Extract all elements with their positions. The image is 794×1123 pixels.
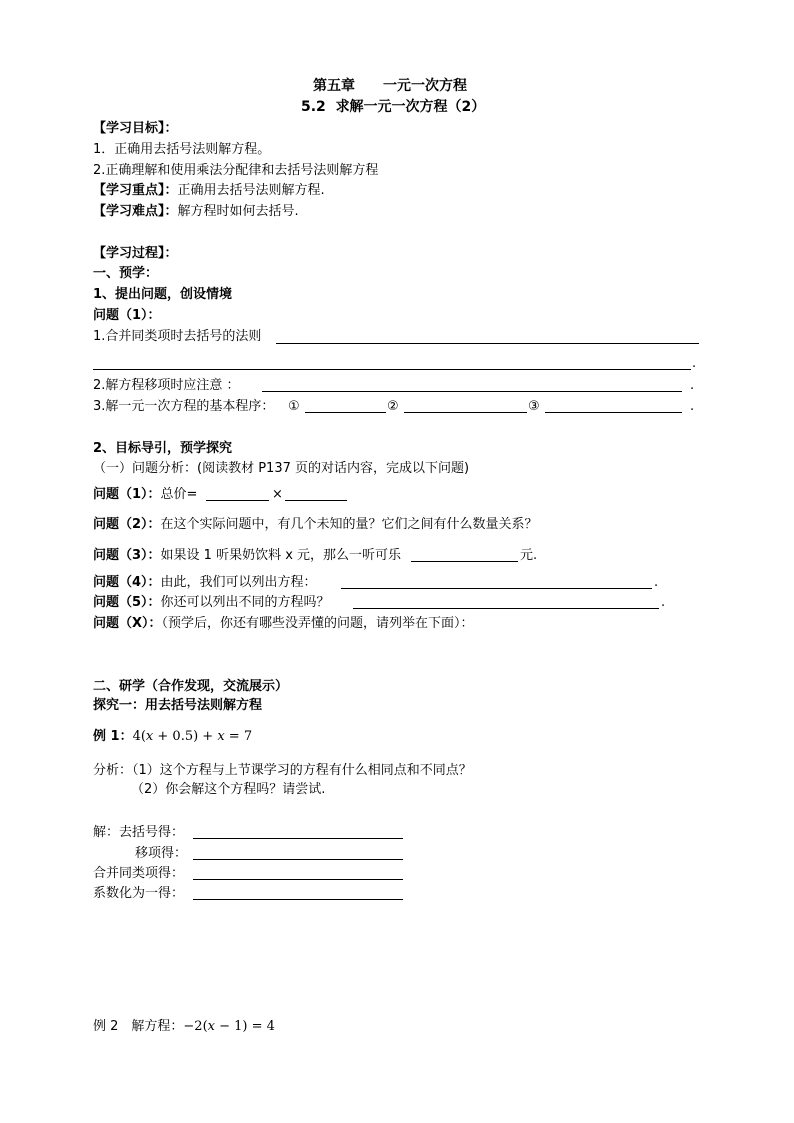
key-point — [93, 183, 325, 199]
difficulty-label: 【学习难点】： — [93, 204, 178, 219]
solve-step-1: 解：去括号得： — [93, 825, 185, 840]
equation-2: −2(x − 1) = 4 — [183, 1019, 275, 1034]
section-title: 5.2 求解一元一次方程（2） — [301, 99, 486, 115]
sub1-heading: （一）问题分析：(阅读教材 P137 页的对话内容，完成以下问题) — [93, 461, 470, 476]
answer-line[interactable] — [404, 412, 527, 413]
answer-line[interactable] — [305, 412, 386, 413]
chapter-title: 第五章 一元一次方程 — [313, 78, 467, 94]
analysis-2: （2）你会解这个方程吗？请尝试. — [131, 782, 326, 797]
answer-line[interactable] — [545, 412, 682, 413]
difficulty-point — [93, 204, 299, 220]
solve-step-4: 系数化为一得： — [93, 886, 185, 901]
question-2: 问题（2）：在这个实际问题中，有几个未知的量？它们之间有什么数量关系？ — [93, 517, 538, 532]
q1-item-1: 1.合并同类项时去括号的法则 — [93, 329, 262, 344]
question-x: 问题（X）：（预学后，你还有哪些没弄懂的问题，请列举在下面）： — [93, 616, 474, 631]
example-2 — [93, 1019, 275, 1035]
question-5: 问题（5）：你还可以列出不同的方程吗？ — [93, 595, 330, 610]
mark-2: ② — [387, 399, 399, 414]
answer-line[interactable] — [93, 369, 691, 370]
example-1 — [93, 729, 252, 745]
answer-line[interactable] — [353, 608, 659, 609]
goal-item-1: 1．正确用去括号法则解方程。 — [93, 142, 271, 157]
q1-item-2: 2.解方程移项时应注意 ： — [93, 378, 240, 393]
answer-line[interactable] — [206, 500, 269, 501]
answer-line[interactable] — [285, 500, 347, 501]
unit-yuan: 元. — [520, 548, 538, 563]
goals-heading: 【学习目标】： — [93, 121, 178, 136]
answer-line[interactable] — [193, 899, 403, 900]
equation-1: 4(x + 0.5) + x = 7 — [132, 729, 253, 744]
process-heading: 【学习过程】： — [93, 246, 178, 261]
answer-line[interactable] — [193, 838, 403, 839]
solve-step-2: 移项得： — [135, 846, 188, 861]
q1-item-3: 3.解一元一次方程的基本程序： — [93, 399, 275, 414]
period: . — [690, 399, 695, 414]
analysis-1: 分析：（1）这个方程与上节课学习的方程有什么相同点和不同点？ — [93, 763, 472, 778]
answer-line[interactable] — [193, 879, 403, 880]
question-3: 问题（3）：如果设 1 听果奶饮料 x 元，那么一听可乐 — [93, 548, 402, 563]
answer-line[interactable] — [276, 343, 699, 344]
question-1: 问题（1）：总价= — [93, 487, 198, 502]
answer-line[interactable] — [341, 588, 652, 589]
solve-step-3: 合并同类项得： — [93, 866, 185, 881]
period: . — [690, 378, 695, 393]
example-2-label: 例 2 解方程： — [93, 1019, 184, 1034]
period: . — [654, 575, 659, 590]
goal-item-2: 2.正确理解和使用乘法分配律和去括号法则解方程 — [93, 163, 379, 178]
answer-line[interactable] — [262, 391, 682, 392]
question-4: 问题（4）：由此，我们可以列出方程： — [93, 575, 317, 590]
q1-label: 问题（1）： — [93, 308, 161, 323]
explore1-heading: 探究一：用去括号法则解方程 — [93, 698, 263, 713]
period: . — [692, 356, 697, 371]
step2-heading: 2、目标导引，预学探究 — [93, 441, 233, 456]
step1-heading: 1、提出问题，创设情境 — [93, 287, 233, 302]
mark-1: ① — [288, 399, 300, 414]
research-heading: 二、研学（合作发现，交流展示） — [93, 679, 289, 694]
difficulty-text: 解方程时如何去括号. — [177, 204, 299, 219]
times-sign: × — [272, 487, 283, 502]
part1-heading: 一、预学： — [93, 266, 159, 281]
mark-3: ③ — [528, 399, 540, 414]
example-1-label: 例 1： — [93, 729, 133, 744]
answer-line[interactable] — [411, 561, 518, 562]
period: . — [661, 595, 666, 610]
key-text: 正确用去括号法则解方程. — [177, 183, 325, 198]
key-label: 【学习重点】： — [93, 183, 178, 198]
answer-line[interactable] — [193, 859, 403, 860]
